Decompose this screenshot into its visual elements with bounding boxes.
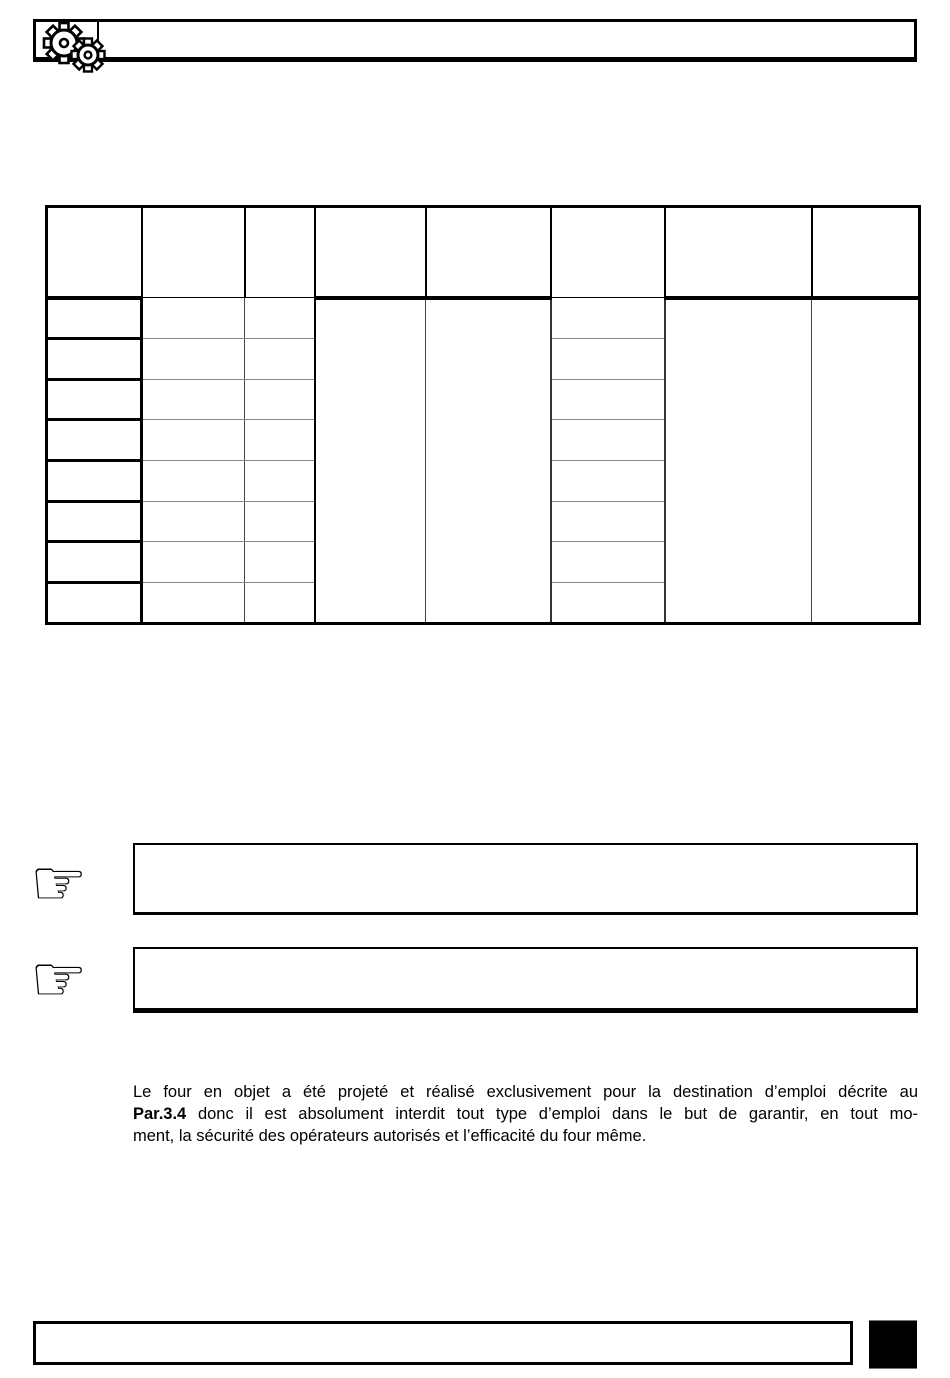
header-title-area xyxy=(99,22,914,57)
header-cell-4 xyxy=(315,207,426,298)
table-cell xyxy=(47,338,142,379)
table-cell xyxy=(245,583,315,624)
header-cell-1 xyxy=(47,207,142,298)
paragraph-line-2 xyxy=(133,1103,918,1125)
header-cell-6 xyxy=(551,207,665,298)
table-cell xyxy=(551,501,665,542)
table-cell xyxy=(551,461,665,502)
table-cell xyxy=(142,338,245,379)
table-cell xyxy=(551,379,665,420)
paragraph-bold-ref: Par.3.4 xyxy=(133,1105,187,1123)
table-header-row xyxy=(47,207,920,298)
table-cell xyxy=(142,501,245,542)
table-cell xyxy=(47,420,142,461)
pointing-hand-icon: ☞ xyxy=(30,943,88,1017)
table-cell xyxy=(245,542,315,583)
spec-table xyxy=(45,205,921,625)
table-cell xyxy=(551,338,665,379)
header-cell-7 xyxy=(665,207,812,298)
header-icon-cell xyxy=(36,22,99,57)
table-cell xyxy=(245,501,315,542)
table-cell xyxy=(245,379,315,420)
header-cell-8 xyxy=(812,207,920,298)
table-cell xyxy=(245,298,315,339)
table-cell xyxy=(47,501,142,542)
table-cell-merged xyxy=(426,298,551,624)
page-number-block xyxy=(869,1320,917,1369)
table-cell-merged xyxy=(812,298,920,624)
table-cell xyxy=(47,461,142,502)
paragraph-line-3: ment, la sécurité des opérateurs autorisés et l’efficacité du four même. xyxy=(133,1127,647,1145)
table-cell xyxy=(142,379,245,420)
table-cell xyxy=(142,298,245,339)
table-cell xyxy=(142,542,245,583)
header-cell-3 xyxy=(245,207,315,298)
table-cell-merged xyxy=(315,298,426,624)
note-box-2 xyxy=(133,947,918,1013)
table-cell xyxy=(47,298,142,339)
table-cell xyxy=(551,298,665,339)
header-cell-2 xyxy=(142,207,245,298)
table-cell xyxy=(551,420,665,461)
table-cell xyxy=(245,420,315,461)
footer-box xyxy=(33,1321,853,1365)
spec-table-grid xyxy=(45,205,921,625)
table-cell xyxy=(142,420,245,461)
header-cell-5 xyxy=(426,207,551,298)
paragraph-line-1: Le four en objet a été projeté et réalisé exclusivement pour la destination d’emploi décrite au xyxy=(133,1083,918,1101)
paragraph-line-2-rest: donc il est absolument interdit tout type d’emploi dans le but de garantir, en tout mo- xyxy=(186,1105,918,1123)
table-cell xyxy=(142,461,245,502)
table-cell xyxy=(245,461,315,502)
table-cell xyxy=(551,542,665,583)
table-cell xyxy=(47,379,142,420)
table-cell xyxy=(245,338,315,379)
usage-paragraph xyxy=(133,1081,918,1147)
gears-icon xyxy=(38,21,104,77)
header-bar xyxy=(33,19,917,62)
pointing-hand-icon: ☞ xyxy=(30,847,88,921)
note-box-1 xyxy=(133,843,918,915)
table-cell xyxy=(142,583,245,624)
table-cell xyxy=(47,542,142,583)
table-cell-merged xyxy=(665,298,812,624)
table-cell xyxy=(551,583,665,624)
table-row xyxy=(47,298,920,339)
table-cell xyxy=(47,583,142,624)
